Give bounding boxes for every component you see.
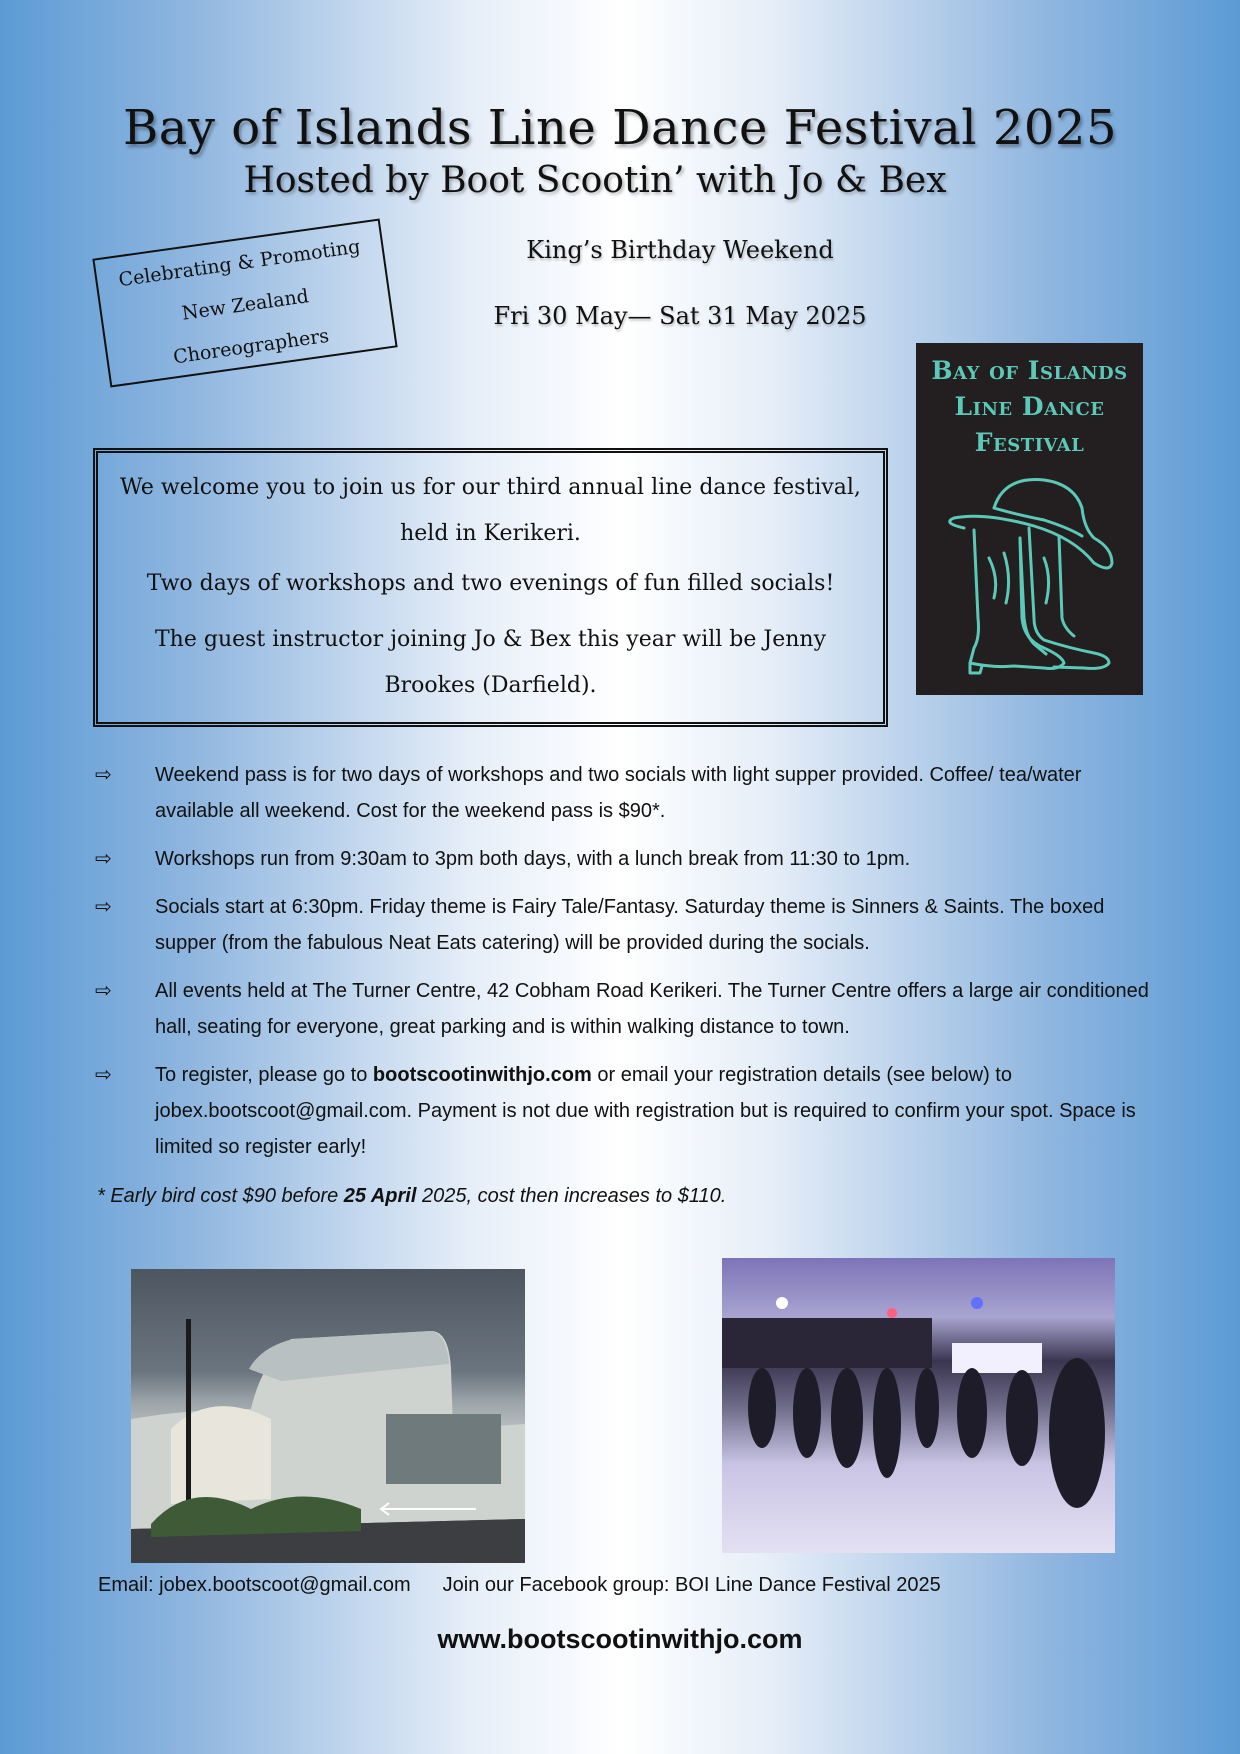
- arrow-icon: ⇨: [95, 848, 112, 870]
- welcome-paragraph: The guest instructor joining Jo & Bex this year will be Jenny Brookes (Darfield).: [155, 627, 826, 698]
- contact-email[interactable]: Email: jobex.bootscoot@gmail.com: [98, 1574, 411, 1596]
- arrow-icon: ⇨: [95, 980, 112, 1002]
- contact-line: [98, 1574, 941, 1597]
- note-text: * Early bird cost $90 before: [97, 1185, 344, 1207]
- welcome-paragraph: Two days of workshops and two evenings of fun filled socials!: [146, 571, 835, 596]
- event-dates: Fri 30 May— Sat 31 May 2025: [493, 302, 867, 330]
- list-item: [95, 841, 1155, 877]
- arrow-icon: ⇨: [95, 896, 112, 918]
- logo-line: Festival: [974, 428, 1085, 457]
- website-link[interactable]: www.bootscootinwithjo.com: [437, 1624, 803, 1654]
- list-item: [95, 757, 1155, 829]
- stamp-line: New Zealand: [180, 285, 311, 325]
- venue-photo: [131, 1269, 525, 1563]
- note-deadline: 25 April: [343, 1185, 417, 1207]
- list-item: [95, 973, 1155, 1045]
- register-text: or email your registration details (see below) to jobex.bootscoot@gmail.com. Payment is not due with registration but is required to confirm your spot. Space is limited so register early!: [155, 1064, 1136, 1158]
- stamp-line: Celebrating & Promoting: [117, 235, 362, 292]
- list-item-text: Workshops run from 9:30am to 3pm both days, with a lunch break from 11:30 to 1pm.: [155, 848, 911, 870]
- register-website-link[interactable]: bootscootinwithjo.com: [372, 1064, 592, 1086]
- arrow-icon: ⇨: [95, 1064, 112, 1086]
- early-bird-note: [97, 1185, 726, 1208]
- list-item-text: Weekend pass is for two days of workshops and two socials with light supper provided. Coffee/ tea/water available all weekend. Cost for the weekend pass is $90*.: [155, 764, 1082, 822]
- page-title: Bay of Islands Line Dance Festival 2025: [122, 100, 1117, 156]
- list-item: [95, 1057, 1155, 1165]
- festival-logo: [916, 343, 1143, 695]
- dance-photo: [722, 1258, 1115, 1553]
- register-text: To register, please go to: [155, 1064, 373, 1086]
- logo-line: Line Dance: [954, 392, 1105, 421]
- welcome-box: [93, 448, 888, 727]
- welcome-paragraph: We welcome you to join us for our third annual line dance festival, held in Kerikeri.: [120, 475, 861, 546]
- page-subtitle: Hosted by Boot Scootin’ with Jo & Bex: [243, 160, 947, 201]
- logo-line: Bay of Islands: [931, 356, 1128, 385]
- details-list: [95, 757, 1155, 1177]
- list-item-text: All events held at The Turner Centre, 42 Cobham Road Kerikeri. The Turner Centre offers a large air conditioned hall, seating for everyone, great parking and is within walking distance to town.: [155, 980, 1149, 1038]
- list-item-text: Socials start at 6:30pm. Friday theme is Fairy Tale/Fantasy. Saturday theme is Sinners & Saints. The boxed supper (from the fabulous Neat Eats catering) will be provided during the socials.: [155, 896, 1105, 954]
- arrow-icon: ⇨: [95, 764, 112, 786]
- list-item: [95, 889, 1155, 961]
- event-occasion: King’s Birthday Weekend: [526, 236, 834, 264]
- stamp-line: Choreographers: [171, 324, 331, 369]
- list-item-text: [155, 1057, 1155, 1165]
- note-text: 2025, cost then increases to $110.: [416, 1185, 727, 1207]
- choreographers-stamp: [92, 218, 397, 387]
- facebook-group: Join our Facebook group: BOI Line Dance Festival 2025: [442, 1574, 941, 1596]
- cowboy-hat-and-boots-icon: [934, 468, 1124, 683]
